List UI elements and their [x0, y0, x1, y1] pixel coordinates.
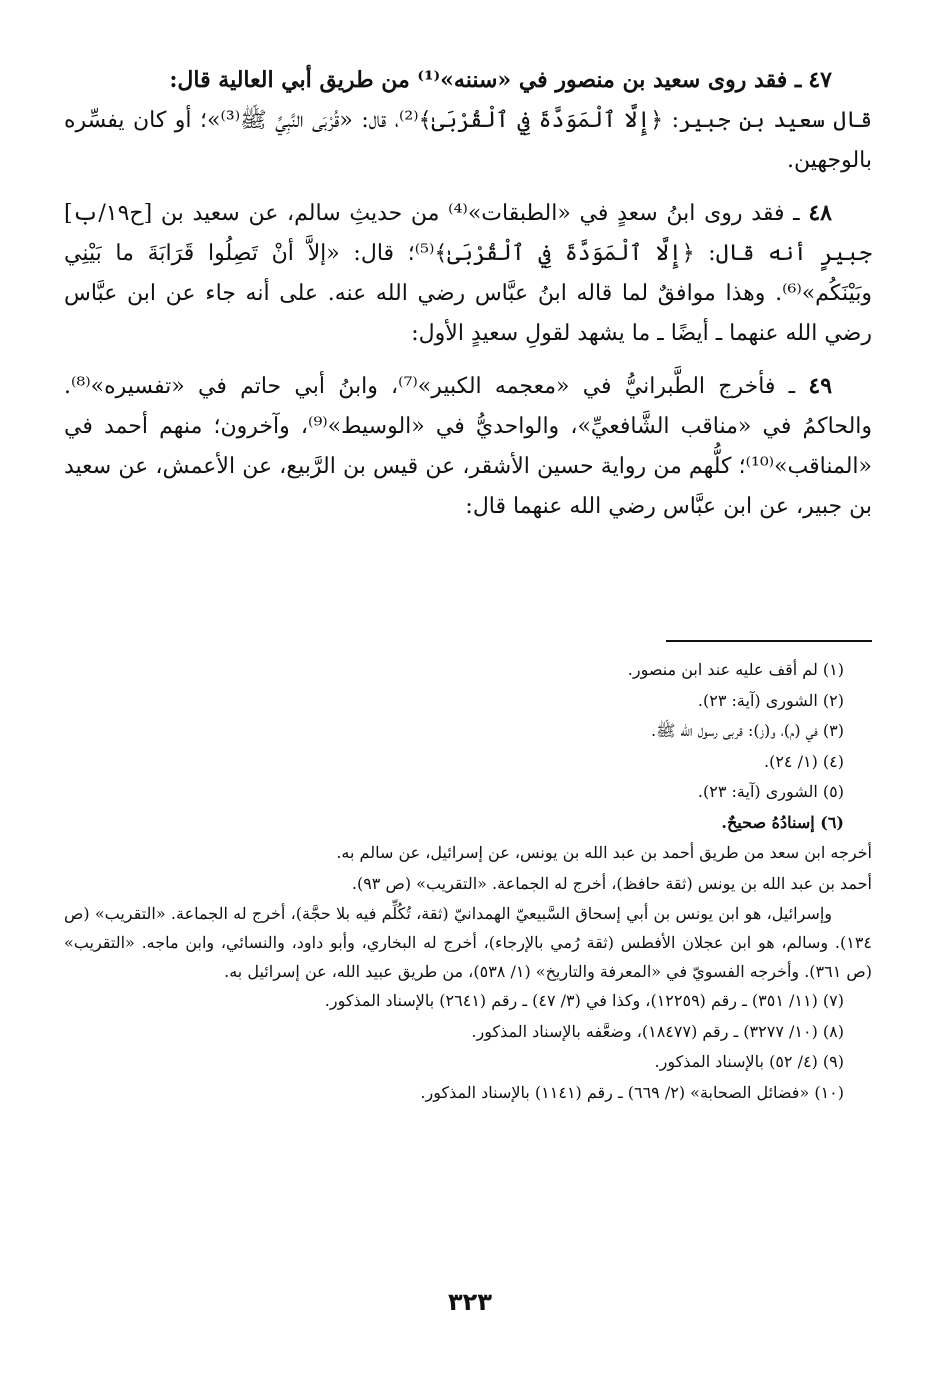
footnote-6: (٦) إسنادُهُ صحيحٌ. — [721, 812, 844, 832]
footnotes — [64, 655, 872, 1108]
footnote-6-line-1: أخرجه ابن سعد من طريق أحمد بن عبد الله بن يونس، عن إسرائيل، عن سالم به. — [336, 843, 872, 862]
paragraph-48-text: ـ فقد روى ابنُ سعدٍ في «الطبقات»⁽⁴⁾ من حديثِ سالم، عن سعيد بن [ح١٩/ب] جبيرٍ أنه قال: ﴿إِلَّا ٱلْمَوَدَّةَ فِي ٱلْقُرْبَىٰ﴾⁽⁵⁾؛ قال: «إلاَّ أنْ تَصِلُوا قَرَابَةَ ما بَيْنِي وبَيْنَكُم»⁽⁶⁾. وهذا موافقٌ لما قاله ابنُ عبَّاس رضي الله عنه. على أنه جاء عن ابن عبَّاس رضي الله عنهما ـ أيضًا ـ ما يشهد لقولِ سعيدٍ الأول: — [64, 201, 872, 346]
footnote-5: (٥) الشورى (آية: ٢٣). — [697, 782, 844, 801]
footnote-separator — [666, 640, 872, 642]
footnote-2: (٢) الشورى (آية: ٢٣). — [697, 690, 844, 710]
footnote-3: (٣) في (م)، و(ز): قربى رسول الله ﷺ. — [651, 721, 844, 740]
paragraph-49-text: ـ فأخرج الطَّبرانيُّ في «معجمه الكبير»⁽⁷⁾، وابنُ أبي حاتم في «تفسيره»⁽⁸⁾. والحاكمُ في «مناقب الشَّافعيِّ»، والواحديُّ في «الوسيط»⁽⁹⁾، وآخرون؛ منهم أحمد في «المناقب»⁽¹⁰⁾؛ كلُّهم من رواية حسين الأشقر، عن قيس بن الرَّبيع، عن الأعمش، عن سعيد بن جبير، عن ابن عبَّاس رضي الله عنهما قال: — [64, 374, 873, 519]
paragraph-49 — [64, 366, 872, 527]
paragraph-number-49: ٤٩ — [808, 373, 833, 399]
main-text — [64, 60, 872, 539]
footnote-10: (١٠) «فضائل الصحابة» (٢/ ٦٦٩) ـ رقم (١١٤١) بالإسناد المذكور. — [420, 1082, 844, 1102]
footnote-9: (٩) (٤/ ٥٢) بالإسناد المذكور. — [654, 1052, 844, 1071]
paragraph-47-lead: ـ فقد روى سعيد بن منصور في «سننه»⁽¹⁾ من طريق أبي العالية قال: — [169, 67, 802, 93]
footnote-1: (١) لم أقف عليه عند ابن منصور. — [627, 660, 844, 679]
footnote-7: (٧) (١١/ ٣٥١) ـ رقم (١٢٢٥٩)، وكذا في (٣/ ٤٧) ـ رقم (٢٦٤١) بالإسناد المذكور. — [324, 991, 844, 1010]
paragraph-47 — [64, 60, 872, 181]
footnote-6-line-2: أحمد بن عبد الله بن يونس (ثقة حافظ)، أخرج له الجماعة. «التقريب» (ص ٩٣). — [351, 873, 872, 893]
footnote-8: (٨) (١٠/ ٣٢٧٧) ـ رقم (١٨٤٧٧)، وضعَّفه بالإسناد المذكور. — [471, 1021, 844, 1041]
paragraph-47-text: قال سعيد بن جبير: ﴿إِلَّا ٱلْمَوَدَّةَ فِي ٱلْقُرْبَىٰ﴾⁽²⁾، قال: «قُرْبَى النَّبِيِّ ﷺ⁽³⁾»؛ أو كان يفسِّره بالوجهين. — [64, 108, 872, 173]
paragraph-number-47: ٤٧ — [808, 67, 832, 93]
page-number: ٣٢٣ — [448, 1288, 492, 1316]
footnote-6-line-3: وإسرائيل، هو ابن يونس بن أبي إسحاق السَّبيعيّ الهمدانيّ (ثقة، تُكُلِّم فيه بلا حجَّة)، أخرج له الجماعة. «التقريب» (ص ١٣٤). وسالم، هو ابن عجلان الأفطس (ثقة رُمي بالإرجاء)، أخرج له البخاري، وأبو داود، والنسائي، وابن ماجه. «التقريب» (ص ٣٦١). وأخرجه الفسويّ في «المعرفة والتاريخ» (١/ ٥٣٨)، من طريق عبيد الله، عن إسرائيل به. — [64, 904, 872, 981]
paragraph-48 — [64, 193, 872, 354]
paragraph-number-48: ٤٨ — [808, 200, 832, 226]
footnote-4: (٤) (١/ ٢٤). — [763, 751, 844, 771]
